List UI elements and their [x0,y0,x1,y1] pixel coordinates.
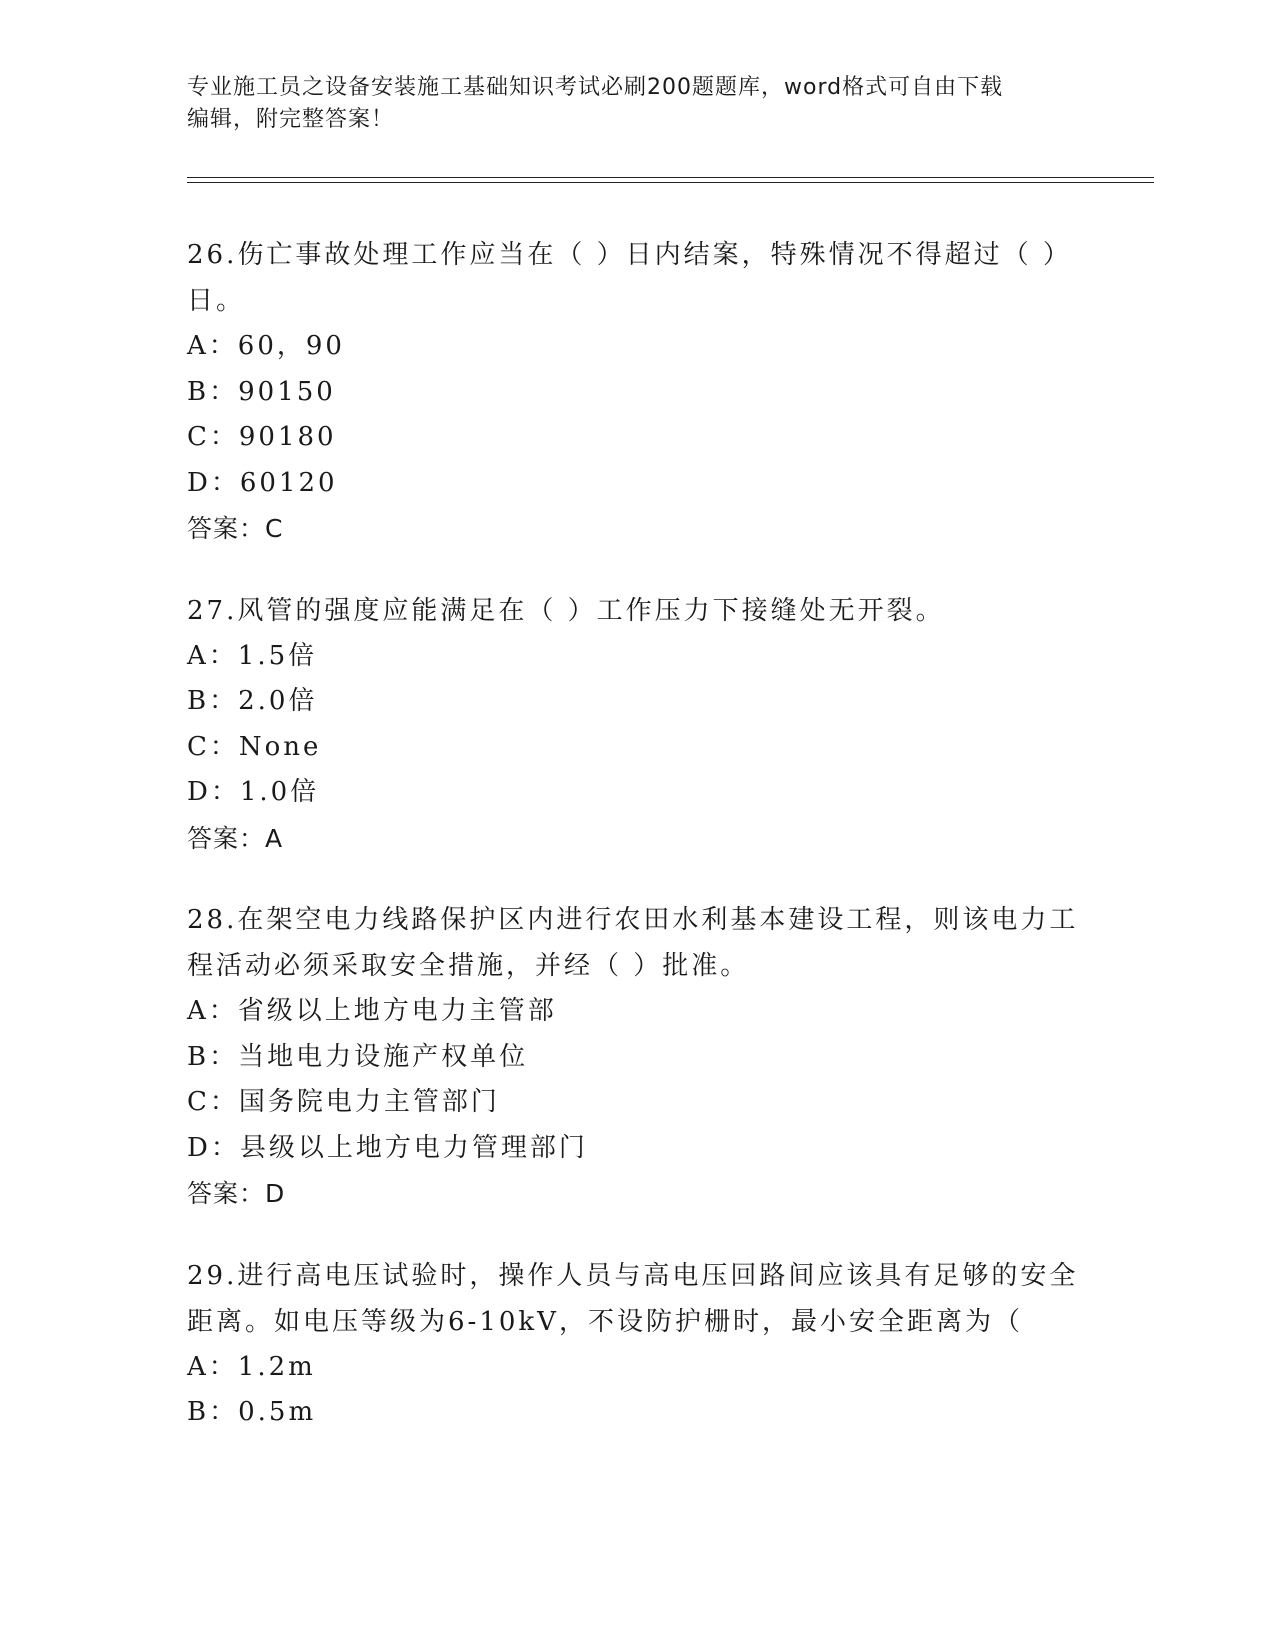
option-d: D：1.0倍 [187,777,320,807]
answer-line: 答案：C [187,514,284,543]
option-c: C：None [187,731,322,762]
option-b: B：2.0倍 [187,686,318,716]
question-text [187,1253,1087,1345]
question-28 [187,897,1087,1217]
header-title-line-1: 专业施工员之设备安装施工基础知识考试必刷200题题库，word格式可自由下载 [187,75,1004,100]
option-c: C：国务院电力主管部门 [187,1087,500,1117]
header-divider-top [187,177,1154,178]
question-text [187,232,1087,324]
option-a: A：60，90 [187,331,345,361]
question-text-line: 距离。如电压等级为6-10kV，不设防护栅时，最小安全距离为（ [187,1306,1023,1337]
header-title-line-2: 编辑，附完整答案！ [187,107,395,132]
question-text [187,897,1087,989]
option-a: A：省级以上地方电力主管部 [187,996,557,1026]
option-a: A：1.5倍 [187,640,318,671]
question-text-line: 程活动必须采取安全措施，并经（ ）批准。 [187,951,750,981]
option-b: B：0.5m [187,1397,317,1427]
question-text-line: 28.在架空电力线路保护区内进行农田水利基本建设工程，则该电力工 [187,905,1079,935]
question-text-line: 日。 [187,286,246,316]
question-29 [187,1253,1087,1436]
question-text-line: 26.伤亡事故处理工作应当在（ ）日内结案，特殊情况不得超过（ ） [187,240,1072,270]
answer-line: 答案：D [187,1179,286,1208]
header-divider-bottom [187,182,1154,183]
option-d: D：60120 [187,467,338,498]
question-list [187,232,1087,1472]
answer-line: 答案：A [187,823,284,853]
question-text-line: 29.进行高电压试验时，操作人员与高电压回路间应该具有足够的安全 [187,1260,1079,1291]
question-27 [187,588,1087,862]
option-c: C：90180 [187,422,337,452]
option-b: B：当地电力设施产权单位 [187,1041,529,1072]
option-b: B：90150 [187,376,336,407]
question-26 [187,232,1087,552]
option-d: D：县级以上地方电力管理部门 [187,1132,588,1163]
document-header [187,72,1067,136]
option-a: A：1.2m [187,1351,316,1382]
question-text-line: 27.风管的强度应能满足在（ ）工作压力下接缝处无开裂。 [187,595,945,626]
question-text [187,588,1087,634]
